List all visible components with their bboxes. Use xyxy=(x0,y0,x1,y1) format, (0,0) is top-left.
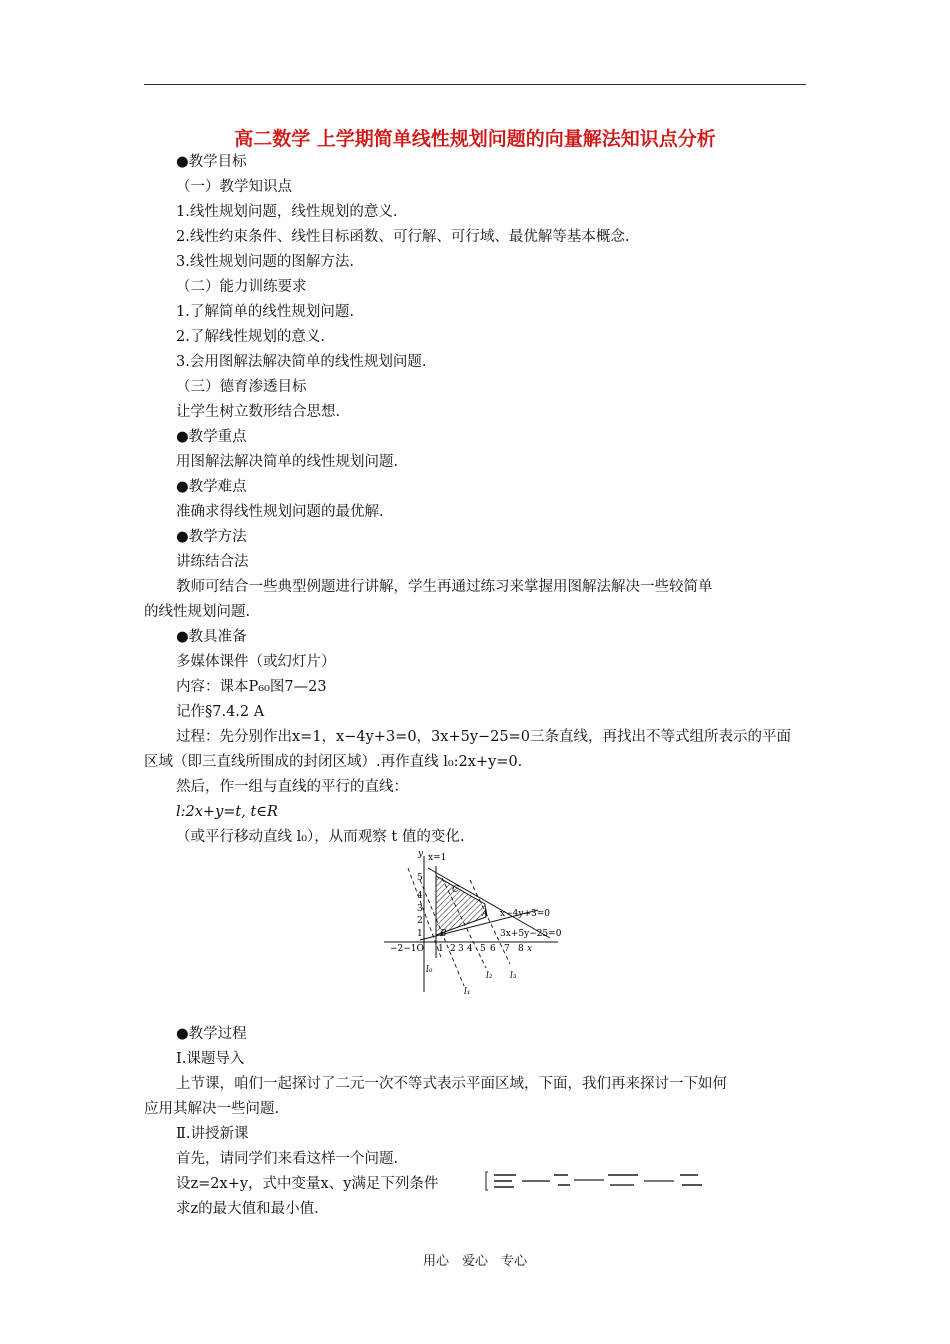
x-tick: 2 xyxy=(450,944,456,954)
text-line: Ⅱ.讲授新课 xyxy=(176,1126,249,1142)
text-line: 求z的最大值和最小值. xyxy=(176,1201,319,1217)
text-line: 3.会用图解法解决简单的线性规划问题. xyxy=(176,354,427,370)
page-footer: 用心 爱心 专心 xyxy=(422,1254,527,1269)
y-tick: 2 xyxy=(417,916,423,926)
section-heading-goal: ●教学目标 xyxy=(176,154,247,170)
feasible-region-figure xyxy=(378,848,578,996)
text-line: 2.线性约束条件、线性目标函数、可行解、可行域、最优解等基本概念. xyxy=(176,229,630,245)
text-line: 1.了解简单的线性规划问题. xyxy=(176,304,354,320)
y-tick: 3 xyxy=(417,904,423,914)
subheading-ability: （二）能力训练要求 xyxy=(176,279,307,295)
l1-label: l₁ xyxy=(464,987,471,996)
neg-ticks-label: −2−1O xyxy=(390,944,424,954)
section-heading-process: ●教学过程 xyxy=(176,1026,247,1042)
equation-line: l:2x+y=t, t∈R xyxy=(176,804,278,820)
l2-label: l₂ xyxy=(486,971,493,981)
text-line: （或平行移动直线 l₀），从而观察 t 值的变化. xyxy=(176,829,465,845)
feasible-region xyxy=(436,876,486,935)
subheading-knowledge: （一）教学知识点 xyxy=(176,179,292,195)
x-tick: 6 xyxy=(490,944,496,954)
point-b-label: B xyxy=(440,929,447,939)
y-tick: 1 xyxy=(417,929,423,939)
text-line: 然后，作一组与直线的平行的直线： xyxy=(176,779,408,795)
text-line: 内容：课本P₆₀图7—23 xyxy=(176,679,327,695)
section-heading-method: ●教学方法 xyxy=(176,529,247,545)
text-line: 首先，请同学们来看这样一个问题. xyxy=(176,1151,399,1167)
text-line: 2.了解线性规划的意义. xyxy=(176,329,325,345)
section-heading-difficulty: ●教学难点 xyxy=(176,479,247,495)
section-heading-key: ●教学重点 xyxy=(176,429,247,445)
text-line: 让学生树立数形结合思想. xyxy=(176,404,341,420)
text-line: 应用其解决一些问题. xyxy=(144,1101,280,1117)
label-x1: x=1 xyxy=(428,853,447,863)
l3-label: l₃ xyxy=(510,971,517,981)
x-axis-label: x xyxy=(527,944,533,954)
y-axis-label: y xyxy=(418,849,424,859)
subheading-moral: （三）德育渗透目标 xyxy=(176,379,307,395)
text-line: 过程：先分别作出x=1，x−4y+3=0，3x+5y−25=0三条直线，再找出不等式组所表示的平面 xyxy=(176,729,791,745)
x-tick: 3 xyxy=(458,944,464,954)
label-line-a: x−4y+3=0 xyxy=(500,909,550,919)
point-c-label: C xyxy=(452,885,459,895)
text-line: 准确求得线性规划问题的最优解. xyxy=(176,504,384,520)
text-line: 记作§7.4.2 A xyxy=(176,704,265,720)
x-tick: 7 xyxy=(504,944,510,954)
text-line: 3.线性规划问题的图解方法. xyxy=(176,254,354,270)
text-line: 教师可结合一些典型例题进行讲解，学生再通过练习来掌握用图解法解决一些较简单 xyxy=(176,579,713,595)
text-line: 上节课，咱们一起探讨了二元一次不等式表示平面区域，下面，我们再来探讨一下如何 xyxy=(176,1076,727,1092)
header-rule xyxy=(144,84,806,85)
y-tick: 4 xyxy=(417,891,423,901)
page-title: 高二数学 上学期简单线性规划问题的向量解法知识点分析 xyxy=(234,128,716,150)
text-line: 区域（即三直线所围成的封闭区域）.再作直线 l₀:2x+y=0. xyxy=(144,754,523,770)
y-tick: 5 xyxy=(417,873,423,883)
text-line: 的线性规划问题. xyxy=(144,604,251,620)
x-tick: 4 xyxy=(467,944,473,954)
label-line-b: 3x+5y−25=0 xyxy=(500,929,562,939)
text-line: 设z=2x+y，式中变量x、y满足下列条件 xyxy=(176,1176,439,1192)
x-tick: 1 xyxy=(438,944,444,954)
text-line: 多媒体课件（或幻灯片） xyxy=(176,654,336,670)
text-line: 讲练结合法 xyxy=(176,554,249,570)
text-line: 用图解法解决简单的线性规划问题. xyxy=(176,454,399,470)
text-line: Ⅰ.课题导入 xyxy=(176,1051,245,1067)
point-a-label: A xyxy=(482,909,489,919)
text-line: 1.线性规划问题，线性规划的意义. xyxy=(176,204,398,220)
section-heading-tools: ●教具准备 xyxy=(176,629,247,645)
constraint-system-image xyxy=(484,1170,724,1192)
x-tick: 8 xyxy=(518,944,524,954)
l0-label: l₀ xyxy=(426,965,433,975)
x-tick: 5 xyxy=(480,944,486,954)
